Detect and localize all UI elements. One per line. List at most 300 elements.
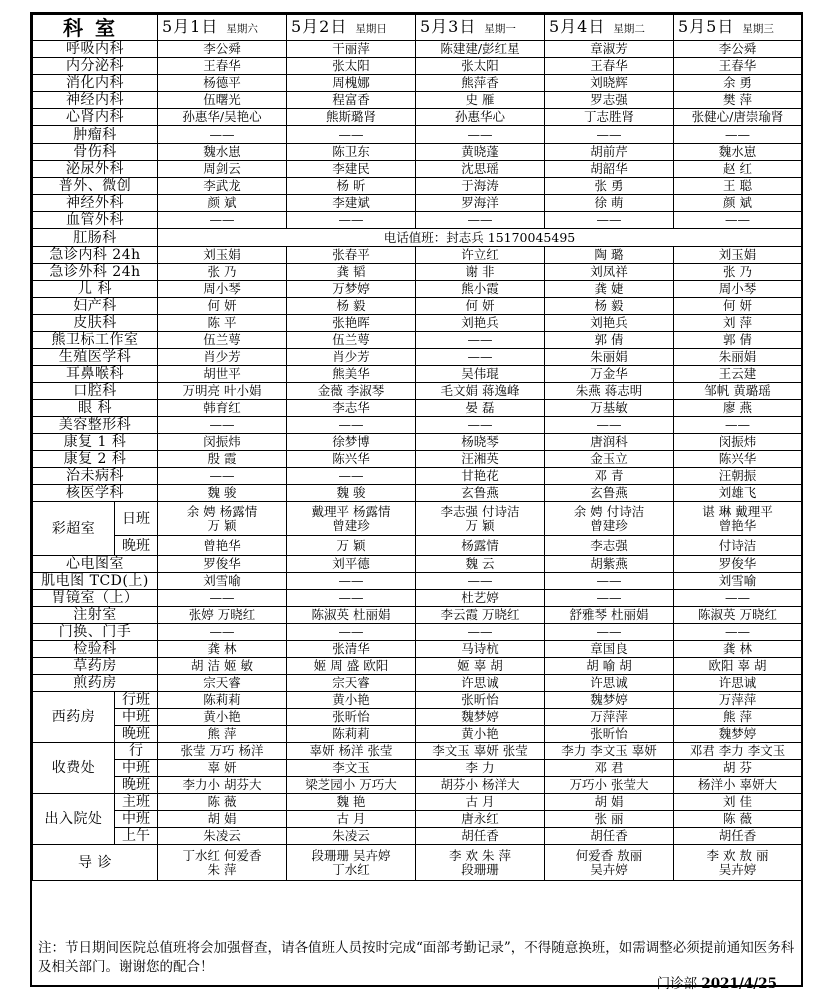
duty-cell: 肖少芳 [158,349,287,366]
duty-cell: 陈莉莉 [287,726,416,743]
duty-cell: 于海涛 [416,178,545,195]
shift-label: 中班 [115,709,158,726]
duty-cell: —— [545,417,674,434]
duty-cell: 张昕怡 [545,726,674,743]
duty-cell: 杨洋小 辜妍大 [674,777,802,794]
duty-cell: 胡 洁 姬 敏 [158,658,287,675]
table-row [33,434,802,451]
duty-cell: 魏梦婷 [674,726,802,743]
dept-name: 普外、微创 [33,178,158,195]
duty-cell: 孙惠华/吴艳心 [158,109,287,126]
dept-name: 草药房 [33,658,158,675]
header-date: 5月5日 [678,16,735,36]
table-row [33,144,802,161]
duty-cell: 胡任香 [674,828,802,845]
duty-cell: 万 颖 [287,536,416,556]
duty-cell: —— [158,212,287,229]
duty-cell: 干丽萍 [287,41,416,58]
dept-name: 康复 2 科 [33,451,158,468]
duty-cell: 李志华 [287,400,416,417]
table-row [33,556,802,573]
dept-name: 血管外科 [33,212,158,229]
table-row [33,624,802,641]
dept-name: 内分泌科 [33,58,158,75]
duty-cell: 伍曙光 [158,92,287,109]
duty-cell: 邓 青 [545,468,674,485]
table-row [33,692,802,709]
table-row [33,743,802,760]
cell-line: 万 颖 [207,517,237,533]
duty-cell: 万明亮 叶小娟 [158,383,287,400]
duty-cell: 万萍萍 [545,709,674,726]
duty-cell: 龚 林 [158,641,287,658]
table-row [33,451,802,468]
duty-cell: 熊小霞 [416,281,545,298]
table-row [33,468,802,485]
dept-name: 美容整形科 [33,417,158,434]
table-row [33,383,802,400]
duty-cell: 辜妍 杨洋 张莹 [287,743,416,760]
cell-line: 何爱香 敖丽 [575,847,643,863]
duty-cell: 魏水崽 [674,144,802,161]
duty-cell: 刘艳兵 [416,315,545,332]
duty-cell: 刘晓辉 [545,75,674,92]
table-row [33,607,802,624]
duty-cell: 邹帆 黄璐瑶 [674,383,802,400]
duty-cell: 郭 倩 [545,332,674,349]
cell-line: 余 娉 杨露情 [186,503,258,519]
dept-name: 眼 科 [33,400,158,417]
cell-line: 朱 萍 [207,861,237,877]
footer-dept: 门诊部 [656,976,698,992]
merged-cell: 电话值班：封志兵 15170045495 [158,229,802,247]
duty-cell: 曾艳华 [158,536,287,556]
duty-cell: 张健心/唐崇瑜肾 [674,109,802,126]
duty-cell: 马诗杭 [416,641,545,658]
duty-cell: 肖少芳 [287,349,416,366]
duty-cell: 舒雅琴 杜丽娟 [545,607,674,624]
duty-cell: 辜 妍 [158,760,287,777]
duty-cell: 许思诚 [545,675,674,692]
duty-cell: 闵振炜 [674,434,802,451]
dept-name: 注射室 [33,607,158,624]
table-row [33,641,802,658]
duty-cell: —— [674,590,802,607]
footer-signature [657,972,777,992]
duty-cell [158,502,287,536]
table-row [33,178,802,195]
duty-cell: 魏梦婷 [416,709,545,726]
duty-cell [545,845,674,881]
duty-cell: 魏 骏 [158,485,287,502]
duty-cell: 胡前芹 [545,144,674,161]
duty-cell: 刘雄飞 [674,485,802,502]
duty-cell: —— [416,332,545,349]
duty-cell: 万巧小 张莹大 [545,777,674,794]
table-row [33,417,802,434]
duty-cell: 古 月 [287,811,416,828]
dept-name: 煎药房 [33,675,158,692]
duty-cell: 陈淑英 万晓红 [674,607,802,624]
duty-cell: 周槐娜 [287,75,416,92]
shift-label: 晚班 [115,726,158,743]
duty-cell: 杨晓琴 [416,434,545,451]
duty-cell: —— [287,126,416,144]
shift-label: 行 [115,743,158,760]
table-row [33,658,802,675]
duty-cell: 胡芬小 杨洋大 [416,777,545,794]
duty-cell: 沈思瑶 [416,161,545,178]
duty-cell: —— [674,212,802,229]
dept-name: 皮肤科 [33,315,158,332]
duty-cell: 陈卫东 [287,144,416,161]
duty-cell: —— [287,624,416,641]
shift-label: 上午 [115,828,158,845]
cell-line: 万 颖 [465,517,495,533]
dept-name: 西药房 [33,692,115,743]
dept-name: 胃镜室（上） [33,590,158,607]
duty-cell: 胡世平 [158,366,287,383]
dept-name: 收费处 [33,743,115,794]
table-row [33,58,802,75]
duty-cell: 万金华 [545,366,674,383]
dept-name: 核医学科 [33,485,158,502]
duty-cell: —— [545,212,674,229]
table-row [33,794,802,811]
duty-cell: 刘雪喻 [158,573,287,590]
duty-cell [674,845,802,881]
duty-cell: 朱燕 蒋志明 [545,383,674,400]
dept-name: 急诊外科 24h [33,264,158,281]
table-row [33,573,802,590]
duty-cell: 陈 平 [158,315,287,332]
shift-label: 晚班 [115,536,158,556]
duty-cell: 史 雁 [416,92,545,109]
table-row [33,92,802,109]
duty-cell [416,845,545,881]
dept-name: 泌尿外科 [33,161,158,178]
duty-cell: 张太阳 [416,58,545,75]
dept-name: 导 诊 [33,845,158,881]
duty-cell: 王春华 [158,58,287,75]
duty-cell: —— [416,624,545,641]
duty-cell: —— [545,126,674,144]
table-row [33,332,802,349]
duty-cell: 伍兰萼 [287,332,416,349]
duty-cell: 魏 艳 [287,794,416,811]
duty-cell: —— [674,126,802,144]
duty-cell: 赵 红 [674,161,802,178]
table-row [33,845,802,881]
dept-name: 神经内科 [33,92,158,109]
duty-cell: 罗海洋 [416,195,545,212]
duty-cell: 汪朝振 [674,468,802,485]
duty-cell: 王云建 [674,366,802,383]
table-row [33,828,802,845]
duty-cell: 许思诚 [674,675,802,692]
duty-cell: 张春平 [287,247,416,264]
table-row [33,264,802,281]
table-row [33,400,802,417]
duty-cell: 朱凌云 [158,828,287,845]
dept-name: 妇产科 [33,298,158,315]
duty-cell: 许思诚 [416,675,545,692]
duty-cell: 李武龙 [158,178,287,195]
header-date: 5月4日 [549,16,606,36]
duty-cell: 胡 喻 胡 [545,658,674,675]
duty-cell: 何 妍 [416,298,545,315]
table-row [33,247,802,264]
duty-cell: 刘玉娟 [674,247,802,264]
duty-cell: 胡 芬 [674,760,802,777]
duty-cell: 杨 毅 [287,298,416,315]
table-row [33,161,802,178]
dept-name: 消化内科 [33,75,158,92]
shift-label: 行班 [115,692,158,709]
duty-cell: —— [158,468,287,485]
duty-cell: —— [416,212,545,229]
duty-cell: 龚 婕 [545,281,674,298]
cell-line: 吴卉婷 [590,861,628,877]
duty-cell: 周剑云 [158,161,287,178]
duty-cell: 胡任香 [545,828,674,845]
duty-cell: —— [545,624,674,641]
cell-line: 李志强 付诗洁 [440,503,520,519]
table-row [33,777,802,794]
duty-cell: 熊萍香 [416,75,545,92]
header-day [545,15,674,41]
cell-line: 段珊珊 吴卉婷 [311,847,391,863]
duty-cell: 杜艺婷 [416,590,545,607]
table-row [33,536,802,556]
shift-label: 主班 [115,794,158,811]
table-row [33,590,802,607]
header-dept: 科室 [33,15,158,41]
duty-cell: 龚 林 [674,641,802,658]
cell-line: 段珊珊 [461,861,499,877]
duty-cell: 龚 韬 [287,264,416,281]
duty-cell: —— [674,624,802,641]
cell-line: 丁水红 何爱香 [182,847,262,863]
duty-cell: 胡任香 [416,828,545,845]
duty-cell: —— [158,624,287,641]
dept-name: 检验科 [33,641,158,658]
duty-cell [674,502,802,536]
duty-cell: 梁芝园小 万巧大 [287,777,416,794]
duty-cell: 邓君 李力 李文玉 [674,743,802,760]
duty-cell: —— [287,212,416,229]
duty-cell: 李文玉 辜妍 张莹 [416,743,545,760]
duty-cell: 魏水崽 [158,144,287,161]
dept-name: 儿 科 [33,281,158,298]
duty-cell: 魏 骏 [287,485,416,502]
duty-cell: 李 力 [416,760,545,777]
duty-cell: 汪湘英 [416,451,545,468]
dept-name: 生殖医学科 [33,349,158,366]
duty-cell: 胡紫燕 [545,556,674,573]
duty-cell: 张 乃 [674,264,802,281]
duty-cell: 杨德平 [158,75,287,92]
duty-cell: 朱凌云 [287,828,416,845]
duty-cell: 陶 璐 [545,247,674,264]
duty-cell: 李文玉 [287,760,416,777]
duty-cell: 廖 燕 [674,400,802,417]
dept-name: 呼吸内科 [33,41,158,58]
table-row [33,709,802,726]
duty-cell: 罗俊华 [674,556,802,573]
duty-cell: 周小琴 [674,281,802,298]
cell-line: 曾建珍 [332,517,370,533]
duty-cell: 万萍萍 [674,692,802,709]
duty-cell: 魏梦婷 [545,692,674,709]
duty-cell: 宗天睿 [287,675,416,692]
duty-cell: —— [545,573,674,590]
duty-cell: 徐梦博 [287,434,416,451]
header-day [287,15,416,41]
duty-cell [416,502,545,536]
duty-cell: 李公舜 [674,41,802,58]
duty-cell: —— [416,573,545,590]
duty-cell: 张婷 万晓红 [158,607,287,624]
duty-cell: 熊美华 [287,366,416,383]
duty-cell: 刘凤祥 [545,264,674,281]
duty-cell: 李建斌 [287,195,416,212]
duty-cell: 黄晓蓬 [416,144,545,161]
duty-cell: 刘玉娟 [158,247,287,264]
duty-cell: 何 妍 [674,298,802,315]
duty-cell: 程富香 [287,92,416,109]
cell-line: 曾建珍 [590,517,628,533]
dept-name: 出入院处 [33,794,115,845]
dept-name: 肛肠科 [33,229,158,247]
duty-cell: —— [287,590,416,607]
duty-cell: 朱丽娟 [674,349,802,366]
duty-cell: 玄鲁燕 [416,485,545,502]
duty-cell: 杨 毅 [545,298,674,315]
duty-cell: 颜 斌 [674,195,802,212]
duty-cell: 杨露情 [416,536,545,556]
dept-name: 肌电图 TCD(上) [33,573,158,590]
duty-cell: 万梦婷 [287,281,416,298]
duty-cell: 何 妍 [158,298,287,315]
table-row [33,315,802,332]
duty-cell: —— [287,573,416,590]
duty-cell: 刘艳兵 [545,315,674,332]
table-row [33,349,802,366]
duty-cell: 黄小艳 [287,692,416,709]
cell-line: 李 欢 敖 丽 [706,847,769,863]
duty-cell: 朱丽娟 [545,349,674,366]
duty-cell: 陈莉莉 [158,692,287,709]
table-row [33,726,802,743]
duty-cell: 胡韶华 [545,161,674,178]
duty-cell: 周小琴 [158,281,287,298]
table-row [33,760,802,777]
table-row [33,485,802,502]
header-day [158,15,287,41]
table-row [33,41,802,58]
duty-cell: 魏 云 [416,556,545,573]
duty-cell: 熊斯璐肾 [287,109,416,126]
table-row [33,229,802,247]
duty-cell: 金薇 李淑琴 [287,383,416,400]
dept-name: 治未病科 [33,468,158,485]
table-row [33,15,802,41]
table-row [33,109,802,126]
duty-cell: 殷 霞 [158,451,287,468]
dept-name: 门换、门手 [33,624,158,641]
dept-name: 彩超室 [33,502,115,556]
duty-cell: 章国良 [545,641,674,658]
shift-label: 中班 [115,760,158,777]
table-row [33,126,802,144]
header-weekday: 星期一 [484,22,516,35]
header-weekday: 星期日 [355,22,387,35]
duty-cell: 唐润科 [545,434,674,451]
cell-line: 李 欢 朱 萍 [449,847,511,863]
duty-cell: 许立红 [416,247,545,264]
duty-cell: 陈兴华 [287,451,416,468]
duty-cell: 伍兰萼 [158,332,287,349]
duty-cell: —— [674,417,802,434]
duty-cell: 刘雪喻 [674,573,802,590]
duty-cell: 刘 佳 [674,794,802,811]
duty-cell: 罗俊华 [158,556,287,573]
table-row [33,281,802,298]
duty-cell: 李公舜 [158,41,287,58]
duty-cell: 唐永红 [416,811,545,828]
cell-line: 余 娉 付诗洁 [573,503,645,519]
duty-cell: 张 乃 [158,264,287,281]
table-row [33,298,802,315]
table-row [33,811,802,828]
header-date: 5月3日 [420,16,477,36]
dept-name: 耳鼻喉科 [33,366,158,383]
duty-cell: 李力小 胡芬大 [158,777,287,794]
duty-cell: 刘 萍 [674,315,802,332]
duty-cell [158,845,287,881]
shift-label: 晚班 [115,777,158,794]
duty-cell: —— [545,590,674,607]
notice-text: 注：节日期间医院总值班将会加强督查，请各值班人员按时完成“面部考勤记录”，不得随意换班，如需调整必须提前通知医务科及相关部门。谢谢您的配合！ [38,940,795,975]
duty-cell: 闵振炜 [158,434,287,451]
shift-label: 日班 [115,502,158,536]
duty-cell: 晏 磊 [416,400,545,417]
duty-cell: 陈淑英 杜丽娟 [287,607,416,624]
duty-cell: 罗志强 [545,92,674,109]
duty-cell: 樊 萍 [674,92,802,109]
dept-name: 心电图室 [33,556,158,573]
duty-cell: 熊 萍 [158,726,287,743]
table-row [33,75,802,92]
duty-cell: 付诗洁 [674,536,802,556]
duty-cell: 邓 君 [545,760,674,777]
table-row [33,675,802,692]
cell-line: 丁水红 [332,861,370,877]
duty-cell: —— [287,468,416,485]
duty-cell: 李建民 [287,161,416,178]
duty-cell: 张 勇 [545,178,674,195]
dept-name: 骨伤科 [33,144,158,161]
duty-cell [287,502,416,536]
duty-cell: 李云霞 万晓红 [416,607,545,624]
table-row [33,502,802,536]
dept-name: 口腔科 [33,383,158,400]
duty-cell: 陈建建/彭红星 [416,41,545,58]
duty-cell: 胡 娟 [158,811,287,828]
duty-roster-table [32,14,802,881]
duty-cell: 徐 萌 [545,195,674,212]
